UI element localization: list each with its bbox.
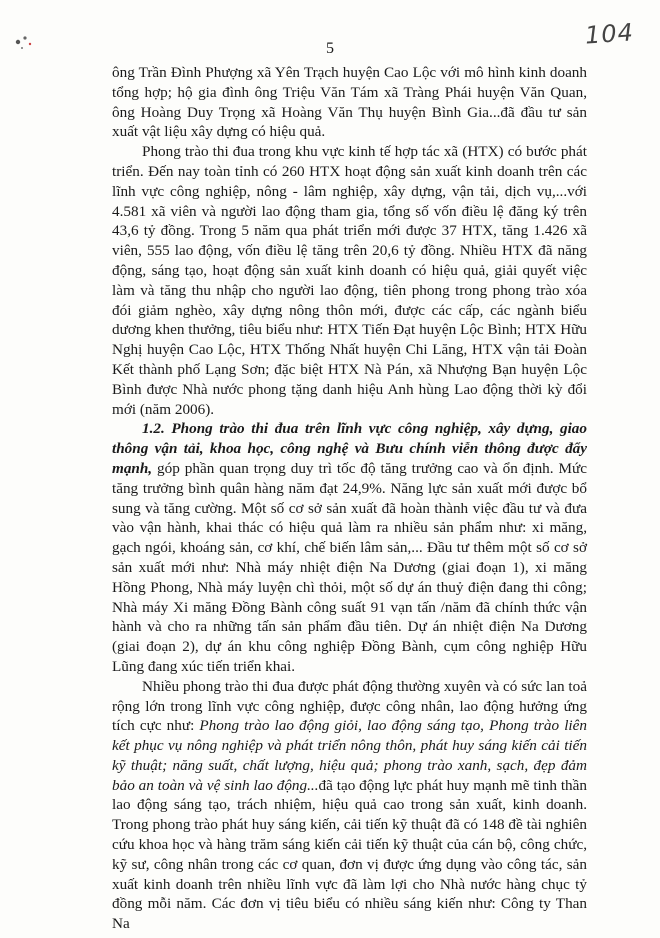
- paragraph-4-rest: đã tạo động lực phát huy mạnh mẽ tinh thần lao động sáng tạo, trách nhiệm, hiệu quả cao trong sản xuất, kinh doanh. Trong phong trào phát huy sáng kiến, cải tiến kỹ thuật đã có 148 đề tài nghiên cứu khoa học và hàng trăm sáng kiến cải tiến kỹ thuật của cán bộ, công chức, kỹ sư, công nhân trong các cơ quan, đơn vị được ứng dụng vào công tác, sản xuất kinh doanh trên nhiều lĩnh vực đã làm lợi cho Nhà nước hàng chục tỷ đồng mỗi năm. Các đơn vị tiêu biểu có nhiều sáng kiến như: Công ty Than Na: [112, 776, 587, 933]
- handwritten-page-mark: 104: [584, 18, 635, 50]
- paragraph-4-movements: Phong trào lao động giỏi, lao động sáng tạo, Phong trào liên kết phục vụ nông nghiệp và phát triển nông thôn, phát huy sáng kiến cải tiến kỹ thuật; năng suất, chất lượng, hiệu quả; phong trào xanh, sạch, đẹp đảm bảo an toàn và vệ sinh lao động...: [112, 717, 587, 794]
- document-body: [112, 63, 587, 934]
- page-number: 5: [326, 40, 334, 57]
- section-heading-1-2: 1.2. Phong trào thi đua trên lĩnh vực công nghiệp, xây dựng, giao thông vận tải, khoa học, công nghệ và Bưu chính viễn thông được đẩy mạnh,: [112, 420, 587, 477]
- paragraph-3-body: góp phần quan trọng duy trì tốc độ tăng trưởng cao và ổn định. Mức tăng trưởng bình quân hàng năm đạt 24,9%. Năng lực sản xuất mới được bổ sung và tăng cường. Một số cơ sở sản xuất đã hoàn thành việc đầu tư và đưa vào vận hành, khai thác có hiệu quả làm ra nhiều sản phẩm như: xi măng, gạch ngói, khoáng sản, cơ khí, chế biến lâm sản,... Đầu tư thêm một số cơ sở sản xuất mới như: Nhà máy nhiệt điện Na Dương (giai đoạn 1), xi măng Hồng Phong, Nhà máy luyện chì thỏi, một số dự án thuỷ điện đang thi công; Nhà máy Xi măng Đồng Bành công suất 91 vạn tấn /năm đã chính thức vận hành và cho ra những tấn sản phẩm đầu tiên. Dự án nhiệt điện Na Dương (giai đoạn 2), dự án khu công nghiệp Đồng Bành, cụm công nghiệp Hữu Lũng đang xúc tiến triển khai.: [112, 459, 587, 675]
- paragraph-1: ông Trần Đình Phượng xã Yên Trạch huyện Cao Lộc với mô hình kinh doanh tổng hợp; hộ gia đình ông Triệu Văn Tám xã Tràng Phái huyện Văn Quan, ông Hoàng Duy Trọng xã Hoàng Văn Thụ huyện Bình Gia...đã đầu tư sản xuất vật liệu xây dựng có hiệu quả.: [112, 64, 587, 141]
- paragraph-2: Phong trào thi đua trong khu vực kinh tế hợp tác xã (HTX) có bước phát triển. Đến nay toàn tỉnh có 260 HTX hoạt động sản xuất kinh doanh trên các lĩnh vực công nghiệp, nông - lâm nghiệp, xây dựng, vận tải, dịch vụ,...với 4.581 xã viên và người lao động tham gia, tổng số vốn điều lệ đăng ký trên 43,6 tỷ đồng. Trong 5 năm qua phát triển mới được 37 HTX, tăng 1.426 xã viên, 555 lao động, vốn điều lệ tăng trên 20,6 tỷ đồng. Nhiều HTX đã năng động, sáng tạo, hoạt động sản xuất kinh doanh có hiệu quả, giải quyết việc làm và tăng thu nhập cho người lao động, tiên phong trong phong trào xóa đói giảm nghèo, xây dựng nông thôn mới, được các cấp, các ngành biểu dương khen thưởng, tiêu biểu như: HTX Tiến Đạt huyện Lộc Bình; HTX Hữu Nghị huyện Cao Lộc, HTX Thống Nhất huyện Chi Lăng, HTX vận tải Đoàn Kết thành phố Lạng Sơn; đặc biệt HTX Nà Pán, xã Nhượng Bạn huyện Lộc Bình được Nhà nước phong tặng danh hiệu Anh hùng Lao động thời kỳ đổi mới (năm 2006).: [112, 143, 587, 418]
- paragraph-4-intro: Nhiều phong trào thi đua được phát động thường xuyên và có sức lan toả rộng lớn trong lĩnh vực công nghiệp, được công nhân, lao động hưởng ứng tích cực như:: [112, 677, 587, 735]
- paragraph-3: [112, 419, 587, 676]
- paragraph-4: [112, 677, 587, 934]
